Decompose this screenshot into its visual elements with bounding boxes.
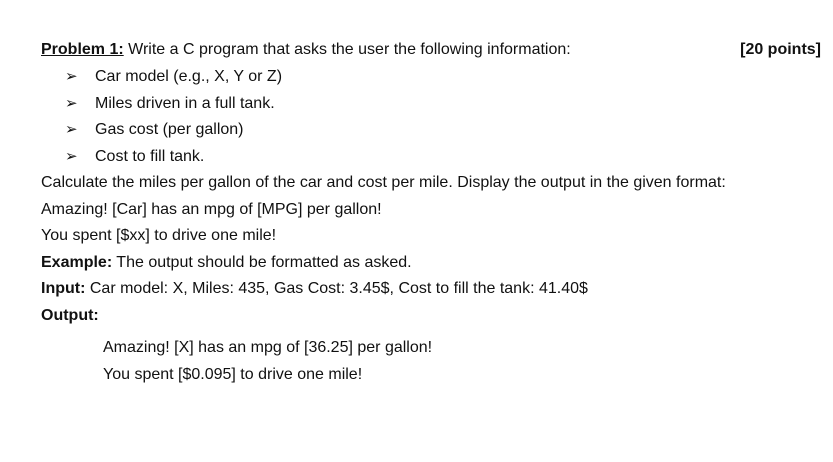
example-text: The output should be formatted as asked. [112, 253, 412, 271]
output-heading [41, 303, 826, 330]
bullet-text: Gas cost (per gallon) [95, 121, 244, 138]
output-label: Output: [41, 306, 99, 324]
example-label: Example: [41, 253, 113, 271]
problem-document [41, 37, 826, 388]
arrowhead-bullet-icon: ➢ [65, 121, 78, 138]
example-line [41, 250, 826, 277]
problem-prompt: Write a C program that asks the user the following information: [123, 41, 571, 58]
output-line-mpg: Amazing! [X] has an mpg of [36.25] per gallon! [103, 339, 433, 356]
format-line-cost: You spent [$xx] to drive one mile! [41, 227, 277, 244]
points-badge: [20 points] [740, 41, 821, 58]
arrowhead-bullet-icon: ➢ [65, 94, 78, 112]
instruction-text: Calculate the miles per gallon of the car and cost per mile. Display the output in the given format: [41, 174, 726, 191]
bullet-item [41, 117, 826, 144]
problem-label: Problem 1: [41, 41, 124, 58]
bullet-text: Cost to fill tank. [95, 147, 205, 165]
input-label: Input: [41, 280, 86, 297]
arrowhead-bullet-icon: ➢ [65, 68, 78, 85]
input-text: Car model: X, Miles: 435, Gas Cost: 3.45$, Cost to fill the tank: 41.40$ [85, 280, 588, 297]
bullet-item [41, 144, 826, 171]
bullet-item [41, 91, 826, 118]
input-line [41, 276, 826, 303]
bullet-text: Miles driven in a full tank. [95, 94, 275, 112]
output-line-cost: You spent [$0.095] to drive one mile! [103, 365, 363, 383]
problem-heading [41, 37, 826, 64]
bullet-text: Car model (e.g., X, Y or Z) [95, 68, 283, 85]
format-line-mpg: Amazing! [Car] has an mpg of [MPG] per gallon! [41, 200, 382, 218]
bullet-item [41, 64, 826, 91]
arrowhead-bullet-icon: ➢ [65, 147, 78, 165]
